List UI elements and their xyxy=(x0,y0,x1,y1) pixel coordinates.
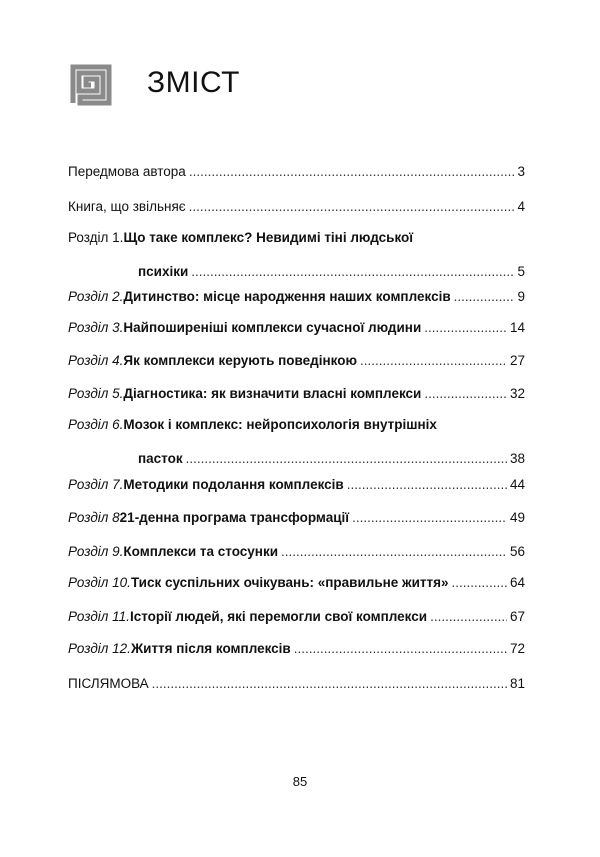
dot-leader xyxy=(189,164,515,180)
entry-page: 5 xyxy=(517,264,525,279)
entry-page: 3 xyxy=(517,164,525,179)
toc-entry[interactable] xyxy=(68,417,525,467)
dot-leader xyxy=(360,353,507,369)
toc-entry[interactable] xyxy=(68,230,525,280)
toc-entry[interactable] xyxy=(68,510,525,526)
chapter-label: Розділ 2. xyxy=(68,289,124,304)
chapter-label: Розділ 11. xyxy=(68,609,130,624)
dot-leader xyxy=(454,289,515,305)
toc-entry[interactable] xyxy=(68,641,525,657)
entry-page: 32 xyxy=(509,386,525,401)
entry-title: пасток xyxy=(138,451,183,466)
page-title: ЗМІСТ xyxy=(147,66,240,99)
toc-entry[interactable] xyxy=(68,544,525,560)
dot-leader xyxy=(152,676,507,692)
page-number: 85 xyxy=(292,774,308,789)
entry-page: 81 xyxy=(509,676,525,691)
entry-page: 27 xyxy=(509,353,525,368)
entry-page: 38 xyxy=(509,451,525,466)
entry-page: 44 xyxy=(509,477,525,492)
entry-page: 4 xyxy=(517,199,525,214)
dot-leader xyxy=(186,451,507,467)
entry-title: Книга, що звільняє xyxy=(68,199,186,214)
entry-title: Методики подолання комплексів xyxy=(123,477,344,492)
entry-page: 67 xyxy=(509,609,525,624)
entry-title: Передмова автора xyxy=(68,164,186,179)
entry-title: Комплекси та стосунки xyxy=(123,544,279,559)
entry-title: Діагностика: як визначити власні комплекси xyxy=(123,386,422,401)
chapter-label: Розділ 4. xyxy=(68,353,124,368)
toc-entry[interactable] xyxy=(68,477,525,493)
entry-title: ПІСЛЯМОВА xyxy=(68,676,149,691)
entry-page: 56 xyxy=(509,544,525,559)
dot-leader xyxy=(424,320,507,336)
chapter-label: Розділ 6. xyxy=(68,417,124,432)
toc-entry[interactable] xyxy=(68,199,525,215)
dot-leader xyxy=(430,609,507,625)
entry-page: 14 xyxy=(509,320,525,335)
chapter-label: Розділ 8 xyxy=(68,510,120,525)
toc-entry[interactable] xyxy=(68,676,525,692)
entry-title: Найпоширеніші комплекси сучасної людини xyxy=(123,320,422,335)
entry-page: 72 xyxy=(509,641,525,656)
entry-page: 64 xyxy=(509,575,525,590)
dot-leader xyxy=(352,510,507,526)
entry-title: Дитинство: місце народження наших комплексів xyxy=(123,289,451,304)
chapter-label: Розділ 10. xyxy=(68,575,131,590)
dot-leader xyxy=(452,575,507,591)
chapter-label: Розділ 3. xyxy=(68,320,124,335)
chapter-label: Розділ 1. xyxy=(68,230,124,245)
entry-title: Тиск суспільних очікувань: «правильне життя» xyxy=(130,575,449,590)
entry-title: Історії людей, які перемогли свої комплекси xyxy=(129,609,428,624)
entry-title-line1: Мозок і комплекс: нейропсихологія внутрішніх xyxy=(123,417,437,432)
toc-entry[interactable] xyxy=(68,575,525,591)
entry-title-line1: Що таке комплекс? Невидимі тіні людської xyxy=(123,230,414,245)
chapter-label: Розділ 12. xyxy=(68,641,131,656)
toc-entry[interactable] xyxy=(68,320,525,336)
dot-leader xyxy=(347,477,507,493)
square-spiral-icon xyxy=(70,64,112,106)
entry-title: Життя після комплексів xyxy=(130,641,291,656)
entry-page: 49 xyxy=(509,510,525,525)
chapter-label: Розділ 7. xyxy=(68,477,124,492)
entry-page: 9 xyxy=(517,289,525,304)
toc-entry[interactable] xyxy=(68,289,525,305)
dot-leader xyxy=(294,641,507,657)
chapter-label: Розділ 9. xyxy=(68,544,124,559)
dot-leader xyxy=(281,544,507,560)
toc-entry[interactable] xyxy=(68,353,525,369)
entry-title: Як комплекси керують поведінкою xyxy=(123,353,358,368)
toc-entry[interactable] xyxy=(68,609,525,625)
dot-leader xyxy=(424,386,507,402)
dot-leader xyxy=(191,264,514,280)
entry-title: психіки xyxy=(138,264,189,279)
entry-title: 21-денна програма трансформації xyxy=(119,510,350,525)
toc-entry[interactable] xyxy=(68,386,525,402)
dot-leader xyxy=(189,199,515,215)
toc-entry[interactable] xyxy=(68,164,525,180)
chapter-label: Розділ 5. xyxy=(68,386,124,401)
